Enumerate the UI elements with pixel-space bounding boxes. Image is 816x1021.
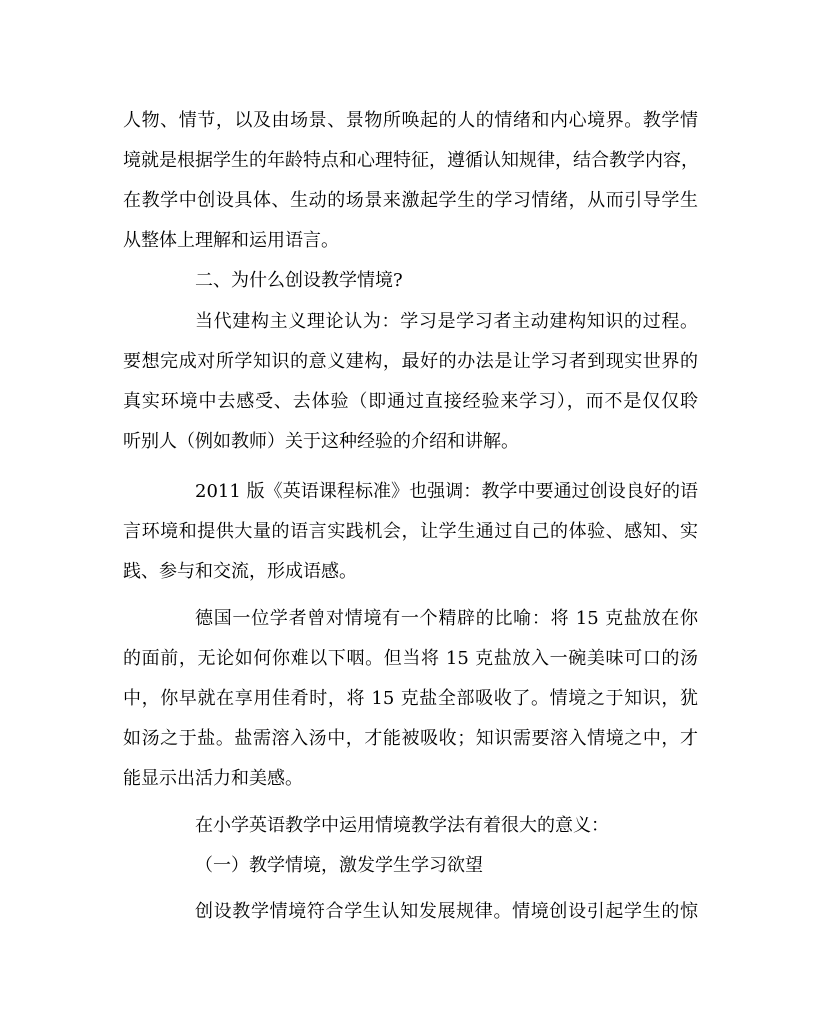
text-line: 当代建构主义理论认为：学习是学习者主动建构知识的过程。 bbox=[195, 311, 698, 332]
text-line: 境就是根据学生的年龄特点和心理特征，遵循认知规律，结合教学内容， bbox=[123, 150, 699, 171]
text-line: （一）教学情境，激发学生学习欲望 bbox=[195, 855, 483, 876]
text-line: 的面前，无论如何你难以下咽。但当将 15 克盐放入一碗美味可口的汤 bbox=[123, 648, 698, 669]
text-line: 从整体上理解和运用语言。 bbox=[123, 230, 339, 251]
text-line: 践、参与和交流，形成语感。 bbox=[123, 561, 357, 582]
text-line: 听别人（例如教师）关于这种经验的介绍和讲解。 bbox=[123, 431, 519, 452]
text-line: 能显示出活力和美感。 bbox=[123, 768, 303, 789]
text-line: 人物、情节，以及由场景、景物所唤起的人的情绪和内心境界。教学情 bbox=[123, 110, 698, 131]
text-line: 2011 版《英语课程标准》也强调：教学中要通过创设良好的语 bbox=[195, 481, 698, 502]
text-line: 言环境和提供大量的语言实践机会，让学生通过自己的体验、感知、实 bbox=[123, 521, 698, 542]
text-line: 德国一位学者曾对情境有一个精辟的比喻：将 15 克盐放在你 bbox=[195, 608, 698, 629]
text-line: 二、为什么创设教学情境? bbox=[195, 270, 403, 291]
text-line: 要想完成对所学知识的意义建构，最好的办法是让学习者到现实世界的 bbox=[123, 351, 698, 372]
text-line: 如汤之于盐。盐需溶入汤中，才能被吸收；知识需要溶入情境之中，才 bbox=[123, 728, 698, 749]
text-line: 中，你早就在享用佳肴时，将 15 克盐全部吸收了。情境之于知识，犹 bbox=[123, 688, 698, 709]
text-line: 创设教学情境符合学生认知发展规律。情境创设引起学生的惊 bbox=[195, 901, 698, 922]
text-line: 真实环境中去感受、去体验（即通过直接经验来学习），而不是仅仅聆 bbox=[123, 391, 698, 412]
text-line: 在教学中创设具体、生动的场景来激起学生的学习情绪，从而引导学生 bbox=[123, 190, 698, 211]
text-line: 在小学英语教学中运用情境教学法有着很大的意义： bbox=[195, 815, 609, 836]
